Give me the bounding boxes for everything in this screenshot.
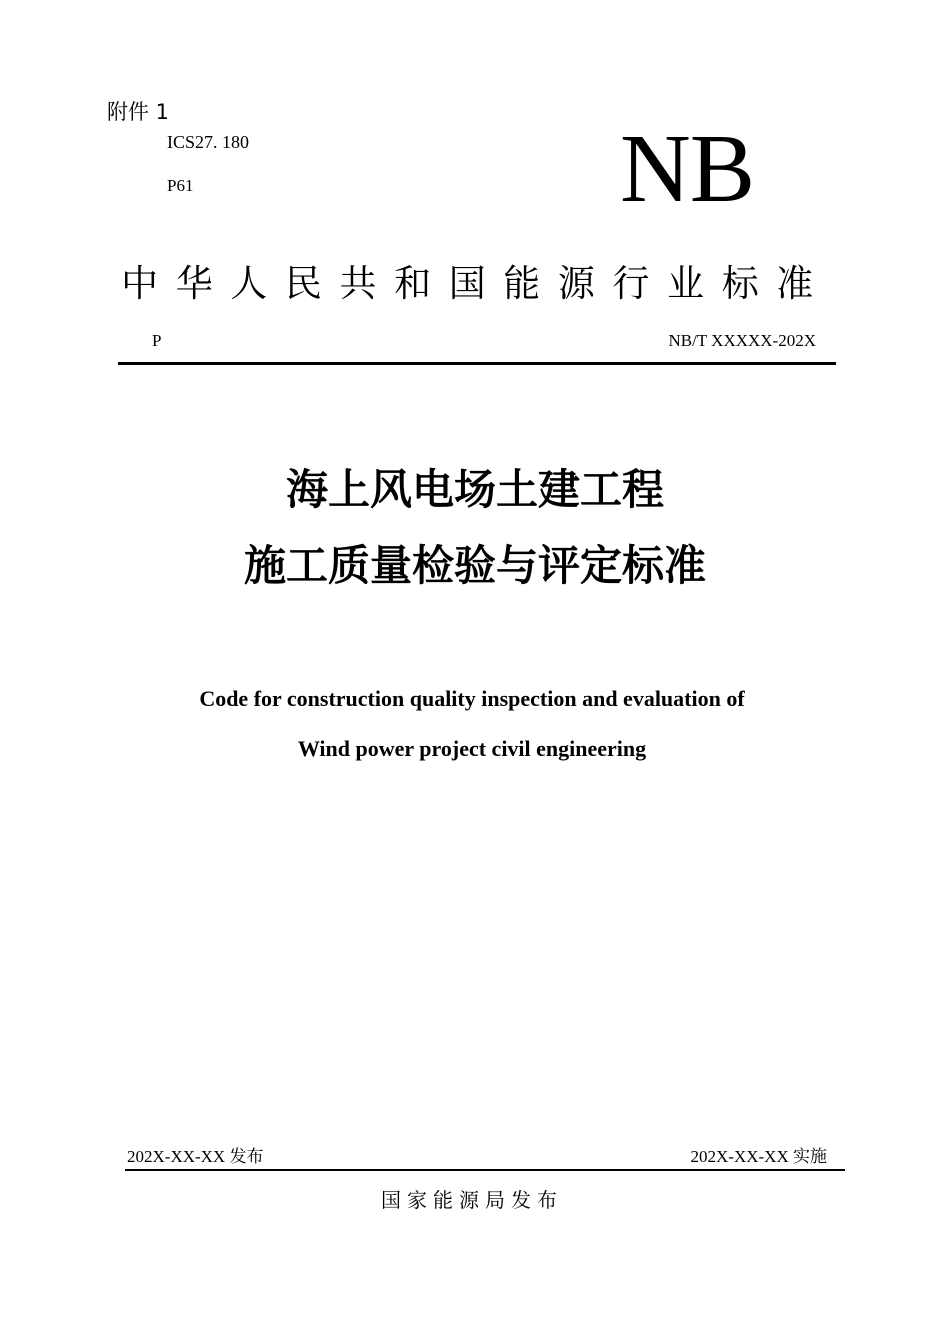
- industry-standard-title: 中华人民共和国能源行业标准: [121, 262, 831, 305]
- ccs-code: P61: [167, 176, 194, 195]
- nb-logo: NB: [620, 115, 755, 223]
- attachment-label: 附件 1: [107, 100, 170, 124]
- bottom-divider: [125, 1169, 845, 1171]
- effective-date: 202X-XX-XX 实施: [690, 1147, 827, 1166]
- chinese-title-line-2: 施工质量检验与评定标准: [243, 541, 706, 590]
- english-title-line-2: Wind power project civil engineering: [297, 736, 647, 761]
- english-title-line-1: Code for construction quality inspection and evaluation of: [199, 686, 745, 711]
- publish-date: 202X-XX-XX 发布: [127, 1147, 264, 1166]
- ics-code: ICS27. 180: [167, 132, 250, 152]
- top-divider: [118, 362, 836, 365]
- chinese-title-line-1: 海上风电场土建工程: [285, 465, 664, 514]
- filing-code: P: [152, 331, 162, 350]
- issuing-authority: 国家能源局发布: [381, 1188, 563, 1212]
- standard-number: NB/T XXXXX-202X: [668, 331, 816, 350]
